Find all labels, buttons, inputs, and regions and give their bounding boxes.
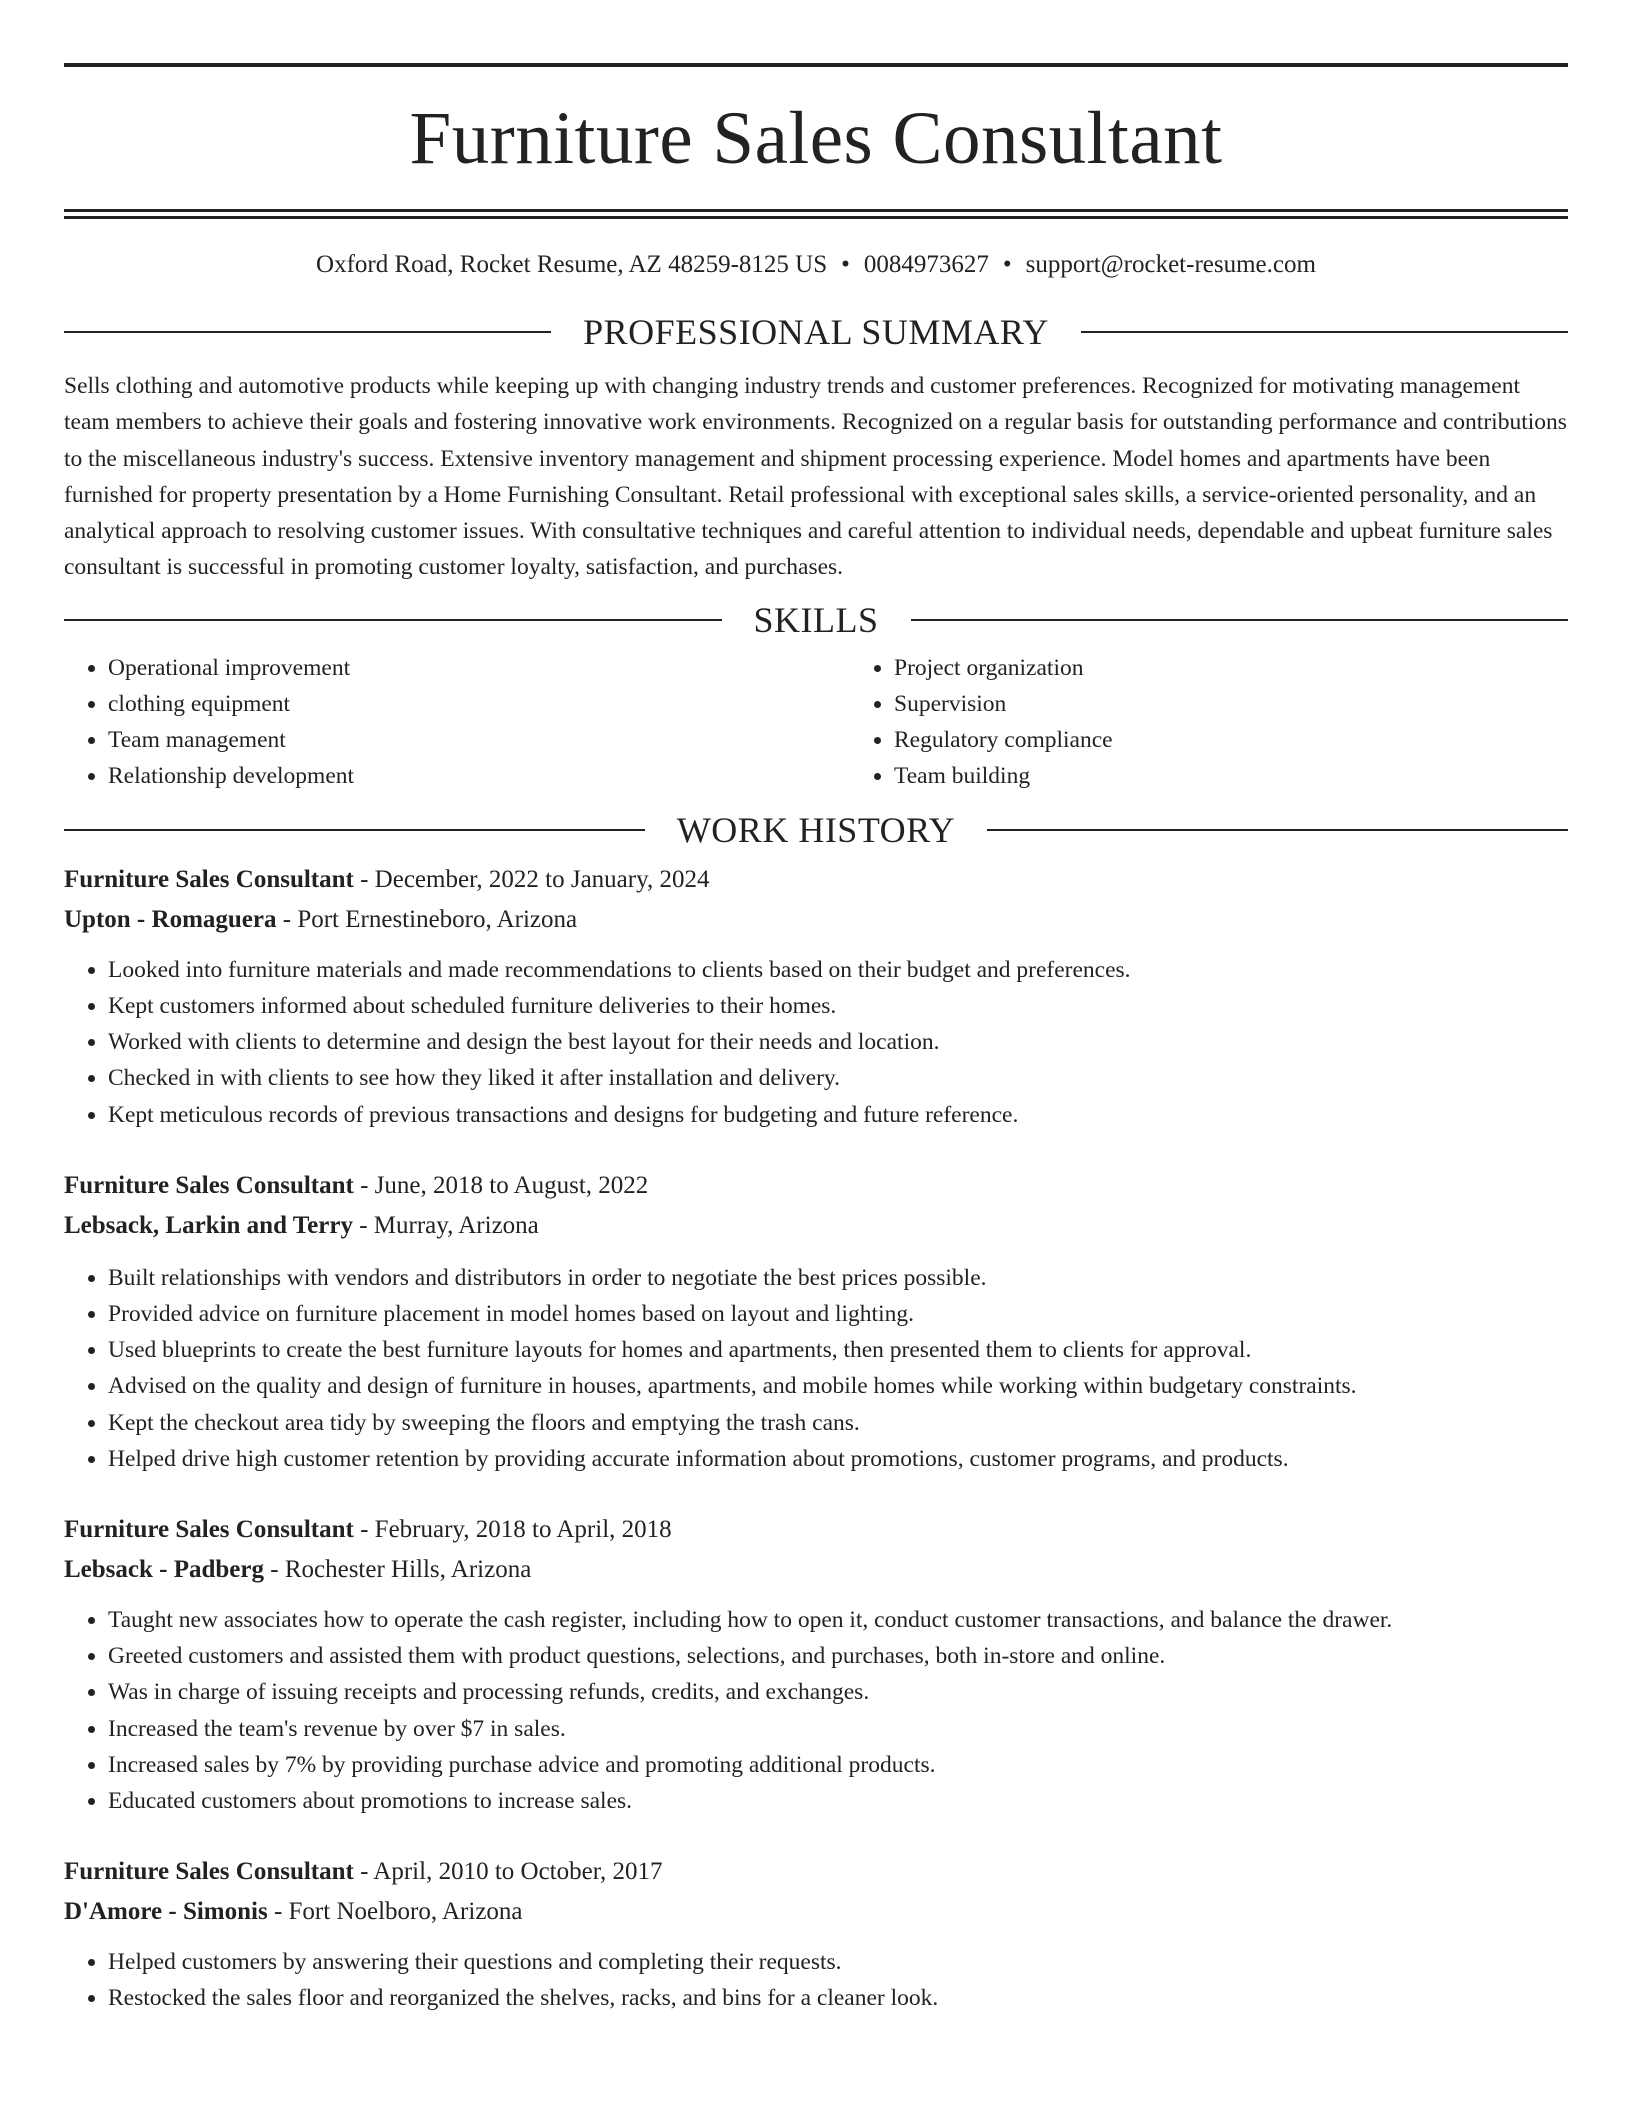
skill-item: • Operational improvement [108,650,850,686]
summary-text: Sells clothing and automotive products while keeping up with changing industry trends and customer preferences. Recognized for motivating management team members to achieve their goals and fostering innovative work environments. Recognized on a regular basis for outstanding performance and contributions to the miscellaneous industry's success. Extensive inventory management and shipment processing experience. Model homes and apartments have been furnished for property presentation by a Home Furnishing Consultant. Retail professional with exceptional sales skills, a service-oriented personality, and an analytical approach to resolving customer issues. With consultative techniques and careful attention to individual needs, dependable and upbeat furniture sales consultant is successful in promoting customer loyalty, satisfaction, and purchases. [64,373,1567,581]
section-heading-skills [64,599,1568,640]
job-title-line [64,1510,1568,1550]
heading-rule-right [1081,331,1568,333]
job-bullet: • Kept meticulous records of previous transactions and designs for budgeting and future reference. [108,1097,1568,1133]
top-rule [64,63,1568,67]
job-bullets [64,1944,1568,2016]
job-dates: - April, 2010 to October, 2017 [353,1858,663,1886]
skills-list [64,650,1568,794]
job-company: Lebsack, Larkin and Terry [64,1211,353,1239]
section-heading-summary [64,314,1568,350]
section-title-work-history: WORK HISTORY [676,809,956,850]
resume-page [64,0,1568,2017]
job-company: Upton - Romaguera [64,905,277,933]
skill-item: • Team management [108,722,850,758]
job-company-line [64,1206,1568,1246]
job-bullet: • Built relationships with vendors and distributors in order to negotiate the best prices possible. [108,1260,1568,1296]
skill-item: • Team building [894,758,1568,794]
job-title-line [64,1166,1568,1206]
job-bullet: • Helped drive high customer retention by providing accurate information about promotions, customer programs, and products. [108,1441,1568,1477]
skills-column-right [850,650,1568,794]
job-company-line [64,900,1568,940]
skill-item: • Project organization [894,650,1568,686]
job-title-line [64,1852,1568,1892]
job-bullet: • Provided advice on furniture placement in model homes based on layout and lighting. [108,1296,1568,1332]
job-bullet: • Kept the checkout area tidy by sweeping the floors and emptying the trash cans. [108,1405,1568,1441]
job-title: Furniture Sales Consultant [64,865,354,893]
job-bullet: • Checked in with clients to see how they liked it after installation and delivery. [108,1060,1568,1096]
job-location: - Fort Noelboro, Arizona [267,1898,523,1926]
heading-rule-left [64,829,645,831]
heading-rule-left [64,619,722,621]
skill-item: • clothing equipment [108,686,850,722]
job-company: D'Amore - Simonis [64,1898,268,1926]
job-bullet: • Kept customers informed about scheduled furniture deliveries to their homes. [108,988,1568,1024]
job-location: - Murray, Arizona [352,1211,539,1239]
job-bullet: • Was in charge of issuing receipts and processing refunds, credits, and exchanges. [108,1674,1568,1710]
job-entry [64,1852,1568,2016]
heading-rule-left [64,331,551,333]
skill-item: • Regulatory compliance [894,722,1568,758]
resume-title: Furniture Sales Consultant [409,97,1223,180]
job-entry [64,1510,1568,1819]
job-bullet: • Restocked the sales floor and reorganized the shelves, racks, and bins for a cleaner look. [108,1980,1568,2016]
job-company-line [64,1550,1568,1590]
job-entry [64,1166,1568,1477]
job-location: - Rochester Hills, Arizona [264,1556,532,1584]
section-title-summary: PROFESSIONAL SUMMARY [583,312,1049,352]
job-title: Furniture Sales Consultant [64,1858,354,1886]
job-title-line [64,860,1568,900]
job-bullets [64,952,1568,1133]
job-bullet: • Increased the team's revenue by over $7 in sales. [108,1711,1568,1747]
job-bullets [64,1260,1568,1477]
job-dates: - February, 2018 to April, 2018 [353,1516,672,1544]
job-title: Furniture Sales Consultant [64,1516,354,1544]
job-bullets [64,1602,1568,1819]
job-bullet: • Used blueprints to create the best furniture layouts for homes and apartments, then presented them to clients for approval. [108,1332,1568,1368]
job-bullet: • Educated customers about promotions to increase sales. [108,1783,1568,1819]
section-heading-work-history [64,809,1568,850]
heading-rule-right [987,829,1568,831]
contact-email: support@rocket-resume.com [1025,251,1316,278]
job-bullet: • Advised on the quality and design of furniture in houses, apartments, and mobile homes while working within budgetary constraints. [108,1368,1568,1404]
job-dates: - December, 2022 to January, 2024 [353,865,710,893]
job-bullet: • Taught new associates how to operate the cash register, including how to open it, conduct customer transactions, and balance the drawer. [108,1602,1568,1638]
job-company: Lebsack - Padberg [64,1556,264,1584]
heading-rule-right [911,619,1569,621]
job-company-line [64,1892,1568,1932]
job-title: Furniture Sales Consultant [64,1171,354,1199]
contact-line [64,252,1568,277]
skills-column-left [64,650,850,794]
contact-separator: • [1002,251,1012,278]
skill-item: • Supervision [894,686,1568,722]
skill-item: • Relationship development [108,758,850,794]
job-bullet: • Looked into furniture materials and made recommendations to clients based on their budget and preferences. [108,952,1568,988]
contact-address: Oxford Road, Rocket Resume, AZ 48259-8125 US [316,251,828,278]
job-dates: - June, 2018 to August, 2022 [353,1171,649,1199]
job-bullet: • Increased sales by 7% by providing purchase advice and promoting additional products. [108,1747,1568,1783]
job-bullet: • Greeted customers and assisted them with product questions, selections, and purchases, both in-store and online. [108,1638,1568,1674]
contact-phone: 0084973627 [863,251,989,278]
job-bullet: • Worked with clients to determine and design the best layout for their needs and location. [108,1024,1568,1060]
title-double-rule [64,209,1568,219]
job-entry [64,860,1568,1133]
contact-separator: • [841,251,850,278]
job-location: - Port Ernestineboro, Arizona [276,905,578,933]
job-bullet: • Helped customers by answering their questions and completing their requests. [108,1944,1568,1980]
section-title-skills: SKILLS [753,599,879,640]
